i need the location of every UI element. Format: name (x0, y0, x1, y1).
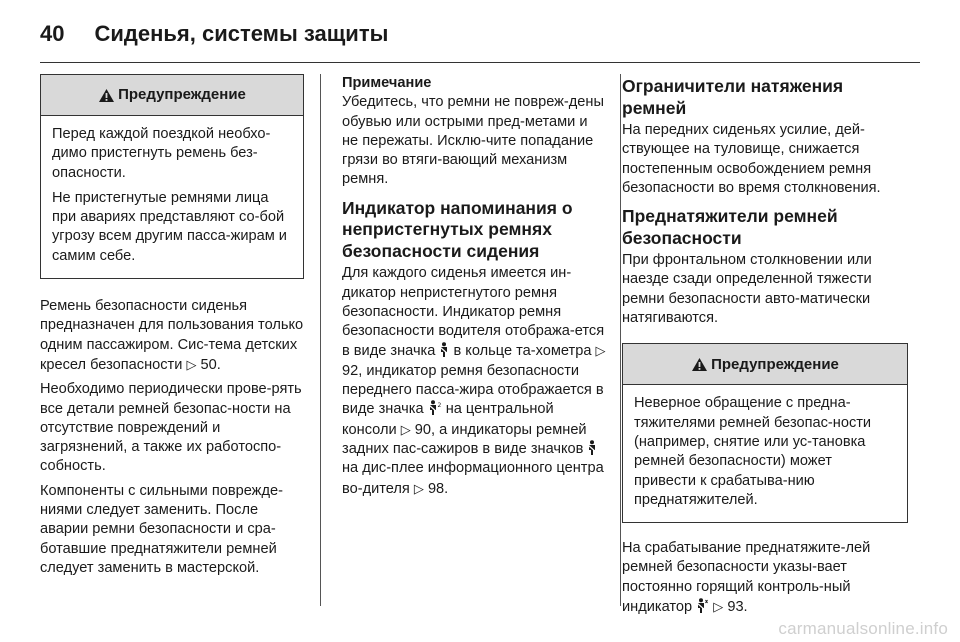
body-paragraph: Компоненты с сильными поврежде-ниями следует заменить. После аварии ремни безопасности и сра-ботавшие преднатяжители ремней следует заменить в мастерской. (40, 482, 283, 576)
warning-title: Предупреждение (118, 86, 246, 104)
column-divider (620, 74, 621, 606)
page-reference-arrow-icon[interactable]: ▷ (186, 356, 197, 372)
column-2 (342, 74, 606, 504)
page-reference[interactable]: 90, (414, 421, 436, 438)
section-heading: Индикатор напоминания о непристегнутых ремнях безопасности сидения (342, 197, 573, 261)
warning-title: Предупреждение (711, 355, 839, 373)
page-reference[interactable]: 93. (727, 599, 748, 616)
column-3 (622, 74, 908, 622)
warning-text: Неверное обращение с предна-тяжителями ремней безопас-ности (например, снятие или ус-тановка ремней безопасности) может привести к срабатыва-нию преднатяжителей. (634, 395, 872, 508)
page-reference[interactable]: 50. (200, 356, 221, 373)
warning-header (623, 344, 907, 385)
note-text: Убедитесь, что ремни не повреж-дены обувью или острыми пред-метами и не пережаты. Исклю-чите попадание грязи во втяги-вающий механизм ремня. (342, 94, 604, 188)
note-title: Примечание (342, 75, 432, 91)
page-number: 40 (40, 21, 65, 46)
page-reference-arrow-icon[interactable]: ▷ (595, 343, 606, 359)
seatbelt-person-icon (587, 440, 597, 455)
warning-box (622, 343, 908, 523)
page-reference[interactable]: 98. (427, 480, 449, 497)
seatbelt-person-icon (439, 342, 449, 357)
watermark: carmanualsonline.info (778, 619, 948, 638)
warning-box (40, 74, 304, 279)
page-reference-arrow-icon[interactable]: ▷ (413, 480, 424, 496)
warning-header (41, 75, 303, 116)
page-reference-arrow-icon[interactable]: ▷ (400, 421, 411, 437)
section-heading: Преднатяжители ремней безопасности (622, 206, 838, 248)
warning-triangle-icon (691, 357, 708, 372)
page-reference-arrow-icon[interactable]: ▷ (713, 599, 724, 615)
body-paragraph: На срабатывание преднатяжите-лей ремней безопасности указы-вает постоянно горящий контроль-ный индикатор ▷ 93. (622, 540, 871, 616)
warning-text: Перед каждой поездкой необхо-димо пристегнуть ремень без-опасности. (52, 126, 271, 181)
body-paragraph: Для каждого сиденья имеется ин-дикатор непристегнутого ремня безопасности. Индикатор ремня безопасности водителя отобража-ется в виде значка в кольце та-хометра ▷ 92, индикатор ремня безопасности переднего пасса-жира отображается в виде значка 2 на центральной консоли ▷ 90, а индикаторы ремней задних пас-сажиров в виде значков на дис-плее информационного центра во-дителя ▷ 98. (342, 265, 606, 497)
svg-text:2: 2 (437, 402, 441, 410)
body-paragraph: На передних сиденьях усилие, дей-ствующее на туловище, снижается постепенным освобождением ремня безопасности во время столкновения. (622, 122, 881, 196)
page-header (40, 14, 388, 54)
seatbelt-person-icon (428, 400, 442, 415)
column-1 (40, 74, 304, 583)
page-reference[interactable]: 92, индикатор ремня безопасности переднего пасса-жира отображается в виде значка (342, 362, 604, 418)
header-rule (40, 62, 920, 63)
seatbelt-person-icon (696, 598, 709, 613)
body-paragraph: Необходимо периодически прове-рять все детали ремней безопас-ности на отсутствие повреждений и загрязнений, а также их работоспо-собность. (40, 381, 302, 475)
body-paragraph: При фронтальном столкновении или наезде сзади определенной тяжести ремни безопасности авто-матически натягиваются. (622, 252, 872, 327)
warning-triangle-icon (98, 88, 115, 103)
column-divider (320, 74, 321, 606)
body-paragraph: Ремень безопасности сиденья предназначен для пользования только одним пассажиром. Сис-тема детских кресел безопасности ▷ 50. (40, 298, 304, 373)
page-title: Сиденья, системы защиты (94, 21, 389, 46)
section-heading: Ограничители натяжения ремней (622, 76, 844, 118)
warning-text: Не пристегнутые ремнями лица при авариях представляют со-бой угрозу всем другим пасса-жирам и самим себе. (52, 189, 287, 264)
